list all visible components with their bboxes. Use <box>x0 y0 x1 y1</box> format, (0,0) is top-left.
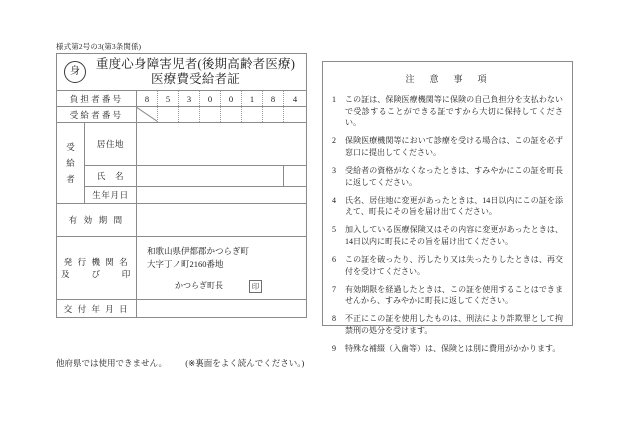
note-number: 8 <box>332 314 336 324</box>
note-number: 1 <box>332 95 336 104</box>
issuer-address-line1: 和歌山県伊都郡かつらぎ町 <box>147 245 250 256</box>
table-row-name <box>57 166 307 187</box>
recipient-digit-5[interactable] <box>242 107 263 123</box>
note-text: 受給者の資格がなくなったときは、すみやかにこの証を町長に返してください。 <box>345 165 563 187</box>
birthdate-value[interactable] <box>137 187 307 204</box>
list-item <box>332 94 563 129</box>
recipient-digit-3[interactable] <box>200 107 221 123</box>
body-stamp-icon <box>57 61 93 83</box>
recipient-number-label: 受給者番号 <box>57 107 137 123</box>
note-text: 不正にこの証を使用したものは、刑法により詐欺罪として拘禁刑の処分を受けます。 <box>345 314 563 335</box>
issuer-label <box>57 237 137 300</box>
valid-period-label: 有 効 期 間 <box>57 204 137 237</box>
table-row-issuer <box>57 237 307 300</box>
list-item <box>332 165 563 188</box>
name-suffix-value[interactable] <box>284 166 307 187</box>
payer-digit-0: 8 <box>137 91 158 107</box>
notes-list <box>332 94 563 355</box>
list-item <box>332 224 563 247</box>
issuer-label-line2: 及 び 印 <box>61 269 132 280</box>
name-value[interactable] <box>137 166 284 187</box>
table-row-title <box>57 54 307 91</box>
note-number: 7 <box>332 284 336 294</box>
name-label: 氏 名 <box>85 166 137 187</box>
residence-value[interactable] <box>137 123 307 166</box>
note-text: 特殊な補綴（入歯等）は、保険とは別に費用がかかります。 <box>345 344 561 354</box>
note-text: この証を破ったり、汚したり又は失ったりしたときは、再交付を受けてください。 <box>345 255 563 276</box>
table-row-residence <box>57 123 307 166</box>
list-item <box>332 343 563 355</box>
issuer-label-line1: 発 行 機 関 名 <box>63 257 130 268</box>
recipient-group-char-1: 給 <box>66 158 75 169</box>
list-item <box>332 195 563 218</box>
recipient-digit-2[interactable] <box>179 107 200 123</box>
left-footnote <box>56 357 304 369</box>
recipient-group-char-0: 受 <box>66 142 75 153</box>
payer-digit-7: 4 <box>284 91 307 107</box>
recipient-digit-6[interactable] <box>263 107 284 123</box>
issue-date-value[interactable] <box>137 300 307 318</box>
note-text: この証は、保険医療機関等に保険の自己負担分を支払わないで受診することができる証ですから大切に保持してください。 <box>345 95 563 128</box>
stamp-glyph: 身 <box>64 61 86 83</box>
table-row-recipient-number <box>57 107 307 123</box>
table-row-payer-number <box>57 91 307 107</box>
payer-digit-3: 0 <box>200 91 221 107</box>
payer-number-label: 負担者番号 <box>57 91 137 107</box>
left-footnote-main: 他府県では使用できません。 <box>56 358 168 368</box>
certificate-title-line1: 重度心身障害児者(後期高齢者医療) <box>95 56 296 71</box>
note-text: 氏名、居住地に変更があったときは、14日以内にこの証を添えて、町長にその旨を届け出てください。 <box>345 195 563 217</box>
recipient-digit-7[interactable] <box>284 107 307 123</box>
note-number: 4 <box>332 195 336 205</box>
note-number: 9 <box>332 344 336 354</box>
issuer-details <box>137 237 307 300</box>
payer-digit-2: 3 <box>179 91 200 107</box>
valid-period-value[interactable] <box>137 204 307 237</box>
note-number: 5 <box>332 225 336 235</box>
birthdate-label: 生年月日 <box>85 187 137 204</box>
issuer-signer: かつらぎ町長 <box>175 280 223 290</box>
left-footnote-sub: (※裏面をよく読んでください。) <box>185 358 305 368</box>
recipient-group-label <box>57 123 85 204</box>
payer-digit-6: 8 <box>263 91 284 107</box>
list-item <box>332 135 563 158</box>
payer-digit-4: 0 <box>221 91 242 107</box>
certificate-card <box>56 43 306 318</box>
certificate-table <box>56 53 307 318</box>
recipient-digit-0[interactable] <box>137 107 158 123</box>
list-item <box>332 313 563 336</box>
notes-panel-title: 注 意 事 項 <box>405 74 490 84</box>
certificate-title-cell <box>57 54 307 91</box>
payer-digit-1: 5 <box>158 91 179 107</box>
recipient-digit-1[interactable] <box>158 107 179 123</box>
list-item <box>332 284 563 307</box>
note-number: 2 <box>332 136 336 146</box>
note-text: 保険医療機関等において診療を受ける場合は、この証を必ず窓口に提出してください。 <box>345 136 563 157</box>
residence-label: 居住地 <box>85 123 137 166</box>
notes-panel <box>322 61 573 354</box>
issuer-address-line2: 大字丁ノ町2160番地 <box>147 259 224 270</box>
seal-icon: 印 <box>249 280 262 293</box>
payer-digit-5: 1 <box>242 91 263 107</box>
issue-date-label: 交 付 年 月 日 <box>57 300 137 318</box>
recipient-digit-4[interactable] <box>221 107 242 123</box>
table-row-valid-period <box>57 204 307 237</box>
list-item <box>332 254 563 277</box>
note-number: 3 <box>332 165 336 175</box>
table-row-birthdate <box>57 187 307 204</box>
table-row-issue-date <box>57 300 307 318</box>
certificate-title-line2: 医療費受給者証 <box>151 72 240 87</box>
form-code-label: 様式第2号の3(第3条関係) <box>56 42 142 51</box>
note-text: 加入している医療保険又はその内容に変更があったときは、14日以内に町長にその旨を届け出てください。 <box>345 225 563 246</box>
note-text: 有効期限を経過したときは、この証を使用することはできませんから、すみやかに町長に返してください。 <box>345 284 563 306</box>
note-number: 6 <box>332 255 336 265</box>
recipient-group-char-2: 者 <box>66 174 75 185</box>
